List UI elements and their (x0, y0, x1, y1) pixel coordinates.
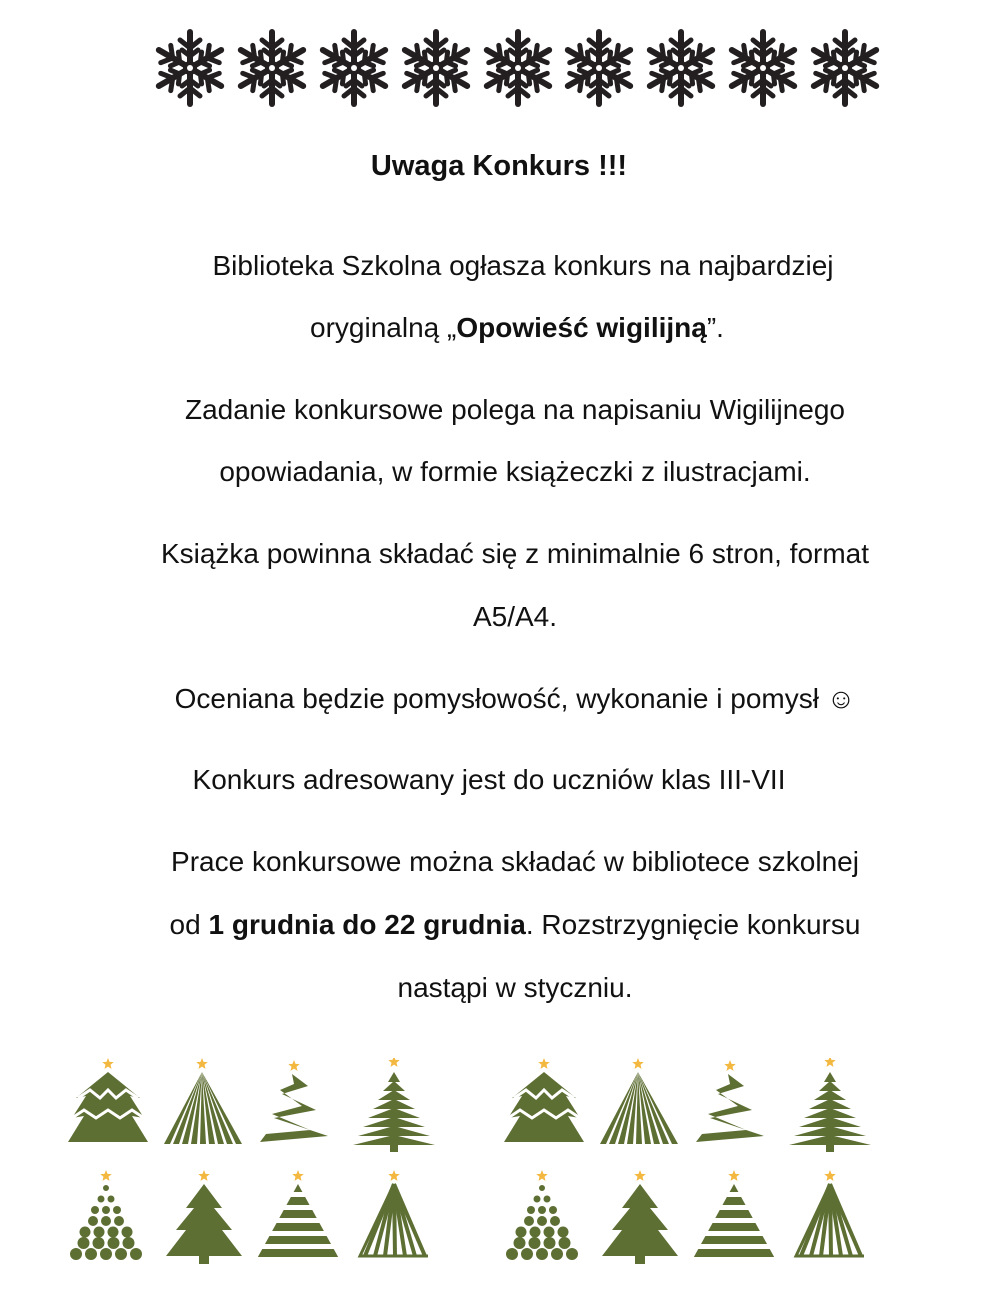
snowflake-icon (723, 28, 803, 108)
christmas-tree-icon (164, 1058, 242, 1144)
snowflake-icon (150, 28, 230, 108)
paragraph-deadline-line2 (16, 909, 998, 941)
christmas-trees-decoration (66, 1058, 906, 1298)
text-fragment: ”. (706, 312, 724, 343)
christmas-tree-icon (696, 1060, 764, 1142)
snowflake-icon (478, 28, 558, 108)
deadline-dates: 1 grudnia do 22 grudnia (208, 909, 526, 940)
christmas-tree-icon (796, 1170, 864, 1256)
paragraph-format-line1: Książka powinna składać się z minimalnie 6 stron, format (160, 538, 870, 569)
christmas-tree-icon (506, 1170, 578, 1260)
contest-name: Opowieść wigilijną (456, 312, 707, 343)
paragraph-task-line1: Zadanie konkursowe polega na napisaniu Wigilijnego (185, 394, 845, 425)
text-fragment: oryginalną „ (310, 312, 457, 343)
snowflake-icon (559, 28, 639, 108)
text-fragment: . Rozstrzygnięcie konkursu (525, 909, 861, 940)
paragraph-intro-line2 (18, 312, 998, 344)
paragraph-intro-line1: Biblioteka Szkolna ogłasza konkurs na najbardziej (212, 250, 834, 281)
page-title: Uwaga Konkurs !!! (370, 150, 628, 182)
christmas-tree-icon (258, 1170, 338, 1257)
snowflake-icon (232, 28, 312, 108)
christmas-tree-icon (789, 1058, 871, 1152)
christmas-tree-icon (600, 1058, 678, 1144)
snowflake-icon (641, 28, 721, 108)
christmas-tree-icon (602, 1170, 678, 1264)
snowflake-icon (805, 28, 885, 108)
snowflake-icon (396, 28, 476, 108)
paragraph-evaluation: Oceniana będzie pomysłowość, wykonanie i pomysł ☺ (174, 683, 856, 714)
christmas-tree-icon (360, 1170, 428, 1256)
christmas-tree-icon (260, 1060, 328, 1142)
snowflake-icon (314, 28, 394, 108)
snowflake-border (150, 28, 885, 110)
christmas-tree-icon (68, 1058, 148, 1142)
text-fragment: od (169, 909, 209, 940)
christmas-tree-icon (353, 1058, 435, 1152)
paragraph-deadline-line1: Prace konkursowe można składać w bibliotece szkolnej (171, 846, 859, 877)
christmas-tree-icon (504, 1058, 584, 1142)
paragraph-task-line2: opowiadania, w formie książeczki z ilustracjami. (219, 456, 811, 487)
paragraph-format-line2: A5/A4. (472, 601, 558, 632)
christmas-tree-icon (70, 1170, 142, 1260)
christmas-tree-icon (166, 1170, 242, 1264)
christmas-tree-icon (694, 1170, 774, 1257)
paragraph-deadline-line3: nastąpi w styczniu. (397, 972, 633, 1003)
paragraph-audience: Konkurs adresowany jest do uczniów klas III-VII (192, 764, 786, 795)
